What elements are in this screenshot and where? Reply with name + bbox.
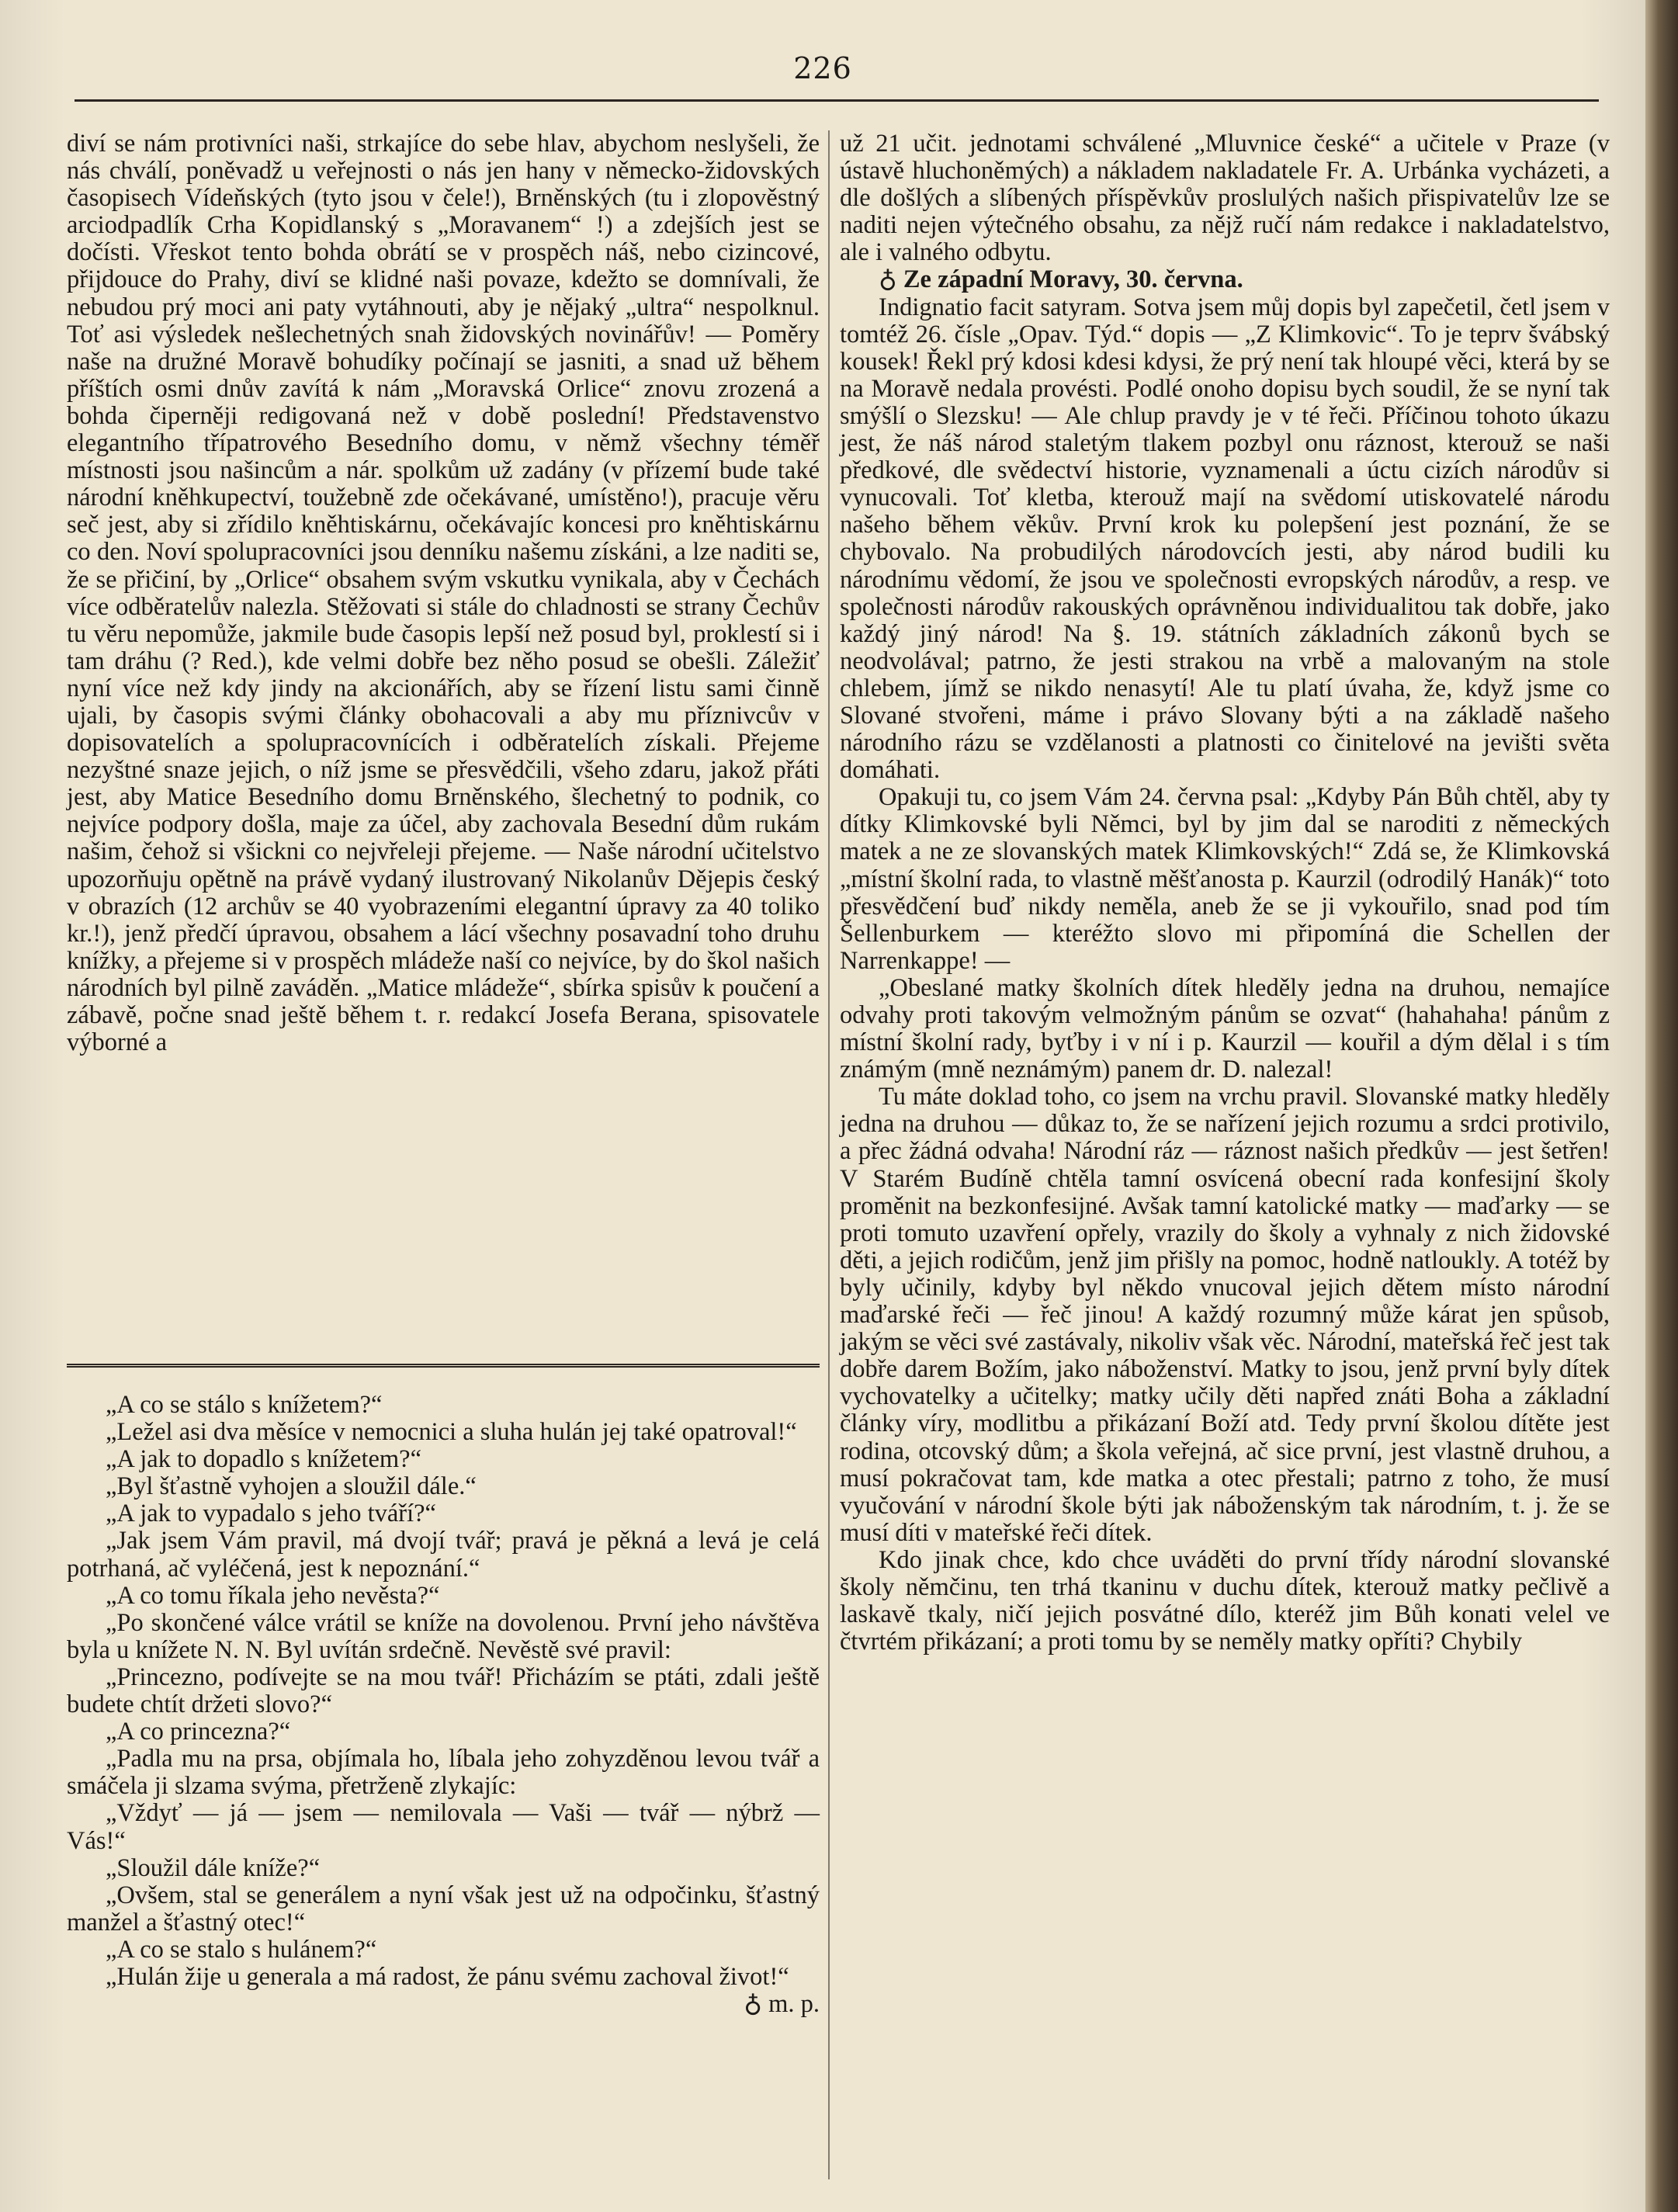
- story-line: „A co tomu říkala jeho nevěsta?“: [106, 1581, 440, 1610]
- page-edge-shadow: [1645, 0, 1678, 2212]
- story-line: „Ležel asi dva měsíce v nemocnici a sluha hulán jej také opatroval!“: [106, 1418, 797, 1447]
- story-line: „A jak to vypadalo s jeho tváří?“: [106, 1500, 436, 1528]
- story-line: „Sloužil dále kníže?“: [106, 1853, 321, 1882]
- header-rule: [75, 99, 1599, 102]
- right-article-paragraph: Indignatio facit satyram. Sotva jsem můj dopis byl zapečetil, četl jsem v tomtéž 26. čísle „Opav. Týd.“ dopis — „Z Klimkovic“. To je teprv švábský kousek! Řekl prý kdosi kdesi kdysi, že prý není tak hloupé věci, která by se na Moravě nedala provésti. Podlé onoho dopisu bych soudil, že se nyní tak smýšlí o Slezsku! — Ale chlup pravdy je v té řeči. Příčinou tohoto úkazu jest, že náš národ staletým tlakem pozbyl onu ráznost, kterouž se naši předkové, dle svědectví historie, vyznamenali a úctu cizích národův si vynucovali. Toť kletba, kterouž mají na svědomí utiskovatelé národu našeho během věkův. První krok ku polepšení jest poznání, že se chybovalo. Na probudilých národovcích jesti, aby národ budili ku národnímu vědomí, že jsou ve společnosti evropských národův, a resp. ve společnosti národův rakouských oprávněnou individualitou tak dobře, jako každý jiný národ! Na §. 19. státních základních zákonů bych se neodvolával; patrno, že jesti strakou na vrbě a malovaným na stole chlebem, jímž se nikdo nenasytí! Ale tu platí úvaha, že, když jsme co Slované stvořeni, máme i právo Slovany býti a na základě našeho národního rázu se vzdělanosti a platnosti co činitelové na jevišti světa domáhati.: [840, 293, 1610, 785]
- feuilleton-divider: [67, 1364, 820, 1368]
- right-article-paragraph: už 21 učit. jednotami schválené „Mluvnice české“ a učitele v Praze (v ústavě hluchoněmých) a nákladem nakladatele Fr. A. Urbánka vycházeti, a dle došlých a slíbených příspěvkův proslulých našich přispivatelův lze se naditi nejen výtečného obsahu, za nějž ručí nám redakce i nakladatelstvo, ale i valného odbytu.: [840, 130, 1610, 267]
- story-line: „A co princezna?“: [106, 1718, 291, 1746]
- page-number: 226: [793, 51, 852, 85]
- right-article-paragraph: Tu máte doklad toho, co jsem na vrchu pravil. Slovanské matky hleděly jedna na druhou — důkaz to, že se nařízení jejich rozumu a srdci protivilo, a přec žádná odvaha! Národní ráz — ráznost našich předkův — jest šetřen! V Starém Budíně chtěla tamní osvícená obecní rada konfesijní školy proměnit na bezkonfesijné. Avšak tamní katolické matky — maďarky — se proti tomuto uzavření opřely, vrazily do školy a vyhnaly z nich židovské děti, a jejich rodičům, jenž jim přišly na pomoc, hodně natloukly. A totéž by byly učinily, kdyby byl někdo vnucoval jejich dětem místo národní maďarské řeči — řeč jinou! A každý rozumný může kárat jen spůsob, jakým se věci své zastávaly, nikoliv však věc. Národní, mateřská řeč jest tak dobře darem Božím, jako náboženství. Matky to jsou, jenž první byly dítek vychovatelky a učitelky; matky učily děti napřed znáti Boha a základní články víry, modlitbu a přikázaní Boží atd. Tedy první školou dítěte jest rodina, otcovský dům; a škola veřejná, ač sice první, jest vlastně druhou, a musí pokračovat tam, kde matka a otec přestali; patrno z toho, že musí vyučování v národní škole býti jak náboženským tak národním, t. j. že se musí díti v mateřské řeči dítek.: [840, 1083, 1610, 1547]
- story-line: „Jak jsem Vám pravil, má dvojí tvář; pravá je pěkná a levá je celá potrhaná, ač vyléčená, jest k nepoznání.“: [67, 1527, 820, 1583]
- story-line: „Vždyť — já — jsem — nemilovala — Vaši — tvář — nýbrž — Vás!“: [67, 1799, 820, 1855]
- story-line: „A jak to dopadlo s knížetem?“: [106, 1445, 422, 1474]
- left-article-paragraph: diví se nám protivníci naši, strkajíce do sebe hlav, abychom neslyšeli, že nás chválí, poněvadž u veřejnosti o nás jen hany v německo-židovských časopisech Vídeňských (tyto jsou v čele!), Brněnských (tu i zlopověstný arciodpadlík Crha Kopidlanský s „Moravanem“ !) a zdejších jest se dočísti. Vřeskot tento bohda obrátí se v prospěch náš, nebo cizincové, přijdouce do Prahy, diví se klidné naši povaze, kdežto se domnívali, že nebudou prý moci ani paty vytáhnouti, aby je nějaký „ultra“ nespolknul. Toť asi výsledek nešlechetných snah židovských novinářův! — Poměry naše na družné Moravě bohudíky počínají se jasniti, a snad už během příštích osmi dnův zavítá k nám „Moravská Orlice“ znovu zrozená a bohda čiperněji redigovaná než v době poslední! Představenstvo elegantního třípatrového Besedního domu, v němž všechny téměř místnosti jsou našincům a nár. spolkům už zadány (v přízemí bude také národní kněhkupectví, toužebně zde očekávané, umístěno!), pracuje věru seč jest, aby si zřídilo kněhtiskárnu, očekávajíc koncesi pro kněhtiskárnu co den. Noví spolupracovníci jsou denníku našemu získáni, a lze naditi se, že se přičiní, by „Orlice“ obsahem svým vskutku vynikala, aby v Čechách více odběratelův nalezla. Stěžovati si stále do chladnosti se strany Čechův tu věru nepomůže, jakmile bude časopis lepší než posud byl, proklestí si i tam dráhu (? Red.), kde velmi dobře bez něho posud se obešli. Záležiť nyní více než kdy jindy na akcionářích, aby se řízení listu sami činně ujali, by časopis svými články obohacovali a aby mu příznivcův v dopisovatelích a spolupracovnících i odběratelích získali. Přejeme nezyštné snaze jejich, o níž jsme se přesvědčili, všeho zdaru, jakož přáti jest, aby Matice Besedního domu Brněnského, šlechetný to podnik, co nejvíce podpory došla, maje za účel, aby zachovala Besední dům rukám našim, čehož si všickni co nejvřeleji přejeme. — Naše národní učitelstvo upozorňuju opětně na právě vydaný ilustrovaný Nikolanův Dějepis český v obrazích (12 archův se 40 vyobrazeními elegantní úpravy za 40 toliko kr.!), jenž předčí úpravou, obsahem a lácí všechny posavadní toho druhu knížky, a přejeme si v prospěch mládeže naší co nejvíce, by do škol našich národních byl pilně zaváděn. „Matice mládeže“, sbírka spisův k poučení a zábavě, počne snad ještě během t. r. redakcí Josefa Berana, spisovatele výborné a: [67, 130, 820, 1057]
- column-divider: [828, 130, 830, 2179]
- story-line: „Princezno, podívejte se na mou tvář! Přicházím se ptáti, zdali ještě budete chtít držeti slovo?“: [67, 1662, 820, 1719]
- right-column: [840, 130, 1610, 2179]
- feuilleton-story: [67, 1392, 820, 2137]
- story-line: „Byl šťastně vyhojen a sloužil dále.“: [106, 1472, 477, 1501]
- story-signature: ♁ m. p.: [744, 1990, 820, 2019]
- left-column: [67, 130, 820, 1349]
- story-line: „Po skončené válce vrátil se kníže na dovolenou. První jeho návštěva byla u knížete N. N. Byl uvítán srdečně. Nevěstě své pravil:: [67, 1608, 820, 1664]
- story-line: „Padla mu na prsa, objímala ho, líbala jeho zohyzděnou levou tvář a smáčela ji slzama svýma, přetrženě zlykajíc:: [67, 1745, 820, 1801]
- story-line: „A co se stalo s hulánem?“: [106, 1935, 377, 1964]
- right-article-paragraph: „Obeslané matky školních dítek hleděly jedna na druhou, nemajíce odvahy proti takovým velmožným pánům se ozvat“ (hahahaha! pánům z místní školní rady, byťby i v ní i p. Kaurzil — kouřil a dým dělal i s tím známým (mně neznámým) panem dr. D. nalezal!: [840, 973, 1610, 1084]
- story-line: „A co se stálo s knížetem?“: [106, 1391, 383, 1419]
- dateline-heading: ♁ Ze západní Moravy, 30. června.: [879, 265, 1243, 294]
- story-line: „Ovšem, stal se generálem a nyní však jest už na odpočinku, šťastný manžel a šťastný otec!“: [67, 1881, 820, 1936]
- right-article-paragraph: Kdo jinak chce, kdo chce uváděti do první třídy národní slovanské školy němčinu, ten trhá tkaninu v duchu dítek, kterouž matky pečlivě a laskavě tkaly, ničí jejich posvátné dílo, kteréž jim Bůh konati velel ve čtvrtém přikázaní; a proti tomu by se neměly matky opříti? Chybily: [840, 1545, 1610, 1656]
- story-line: „Hulán žije u generala a má radost, že pánu svému zachoval život!“: [106, 1962, 789, 1991]
- right-article-paragraph: Opakuji tu, co jsem Vám 24. června psal: „Kdyby Pán Bůh chtěl, aby ty dítky Klimkovské byli Němci, byl by jim dal se naroditi z německých matek a ne ze slovanských matek Klimkovských!“ Zdá se, že Klimkovská „místní školní rada, to vlastně měšťanosta p. Kaurzil (odrodilý Hanák)“ toto přesvědčení buď nikdy neměla, aneb že se ji vykouřilo, snad pod tím Šellenburkem — kteréžto slovo mi připomíná die Schellen der Narrenkappe! —: [840, 783, 1610, 975]
